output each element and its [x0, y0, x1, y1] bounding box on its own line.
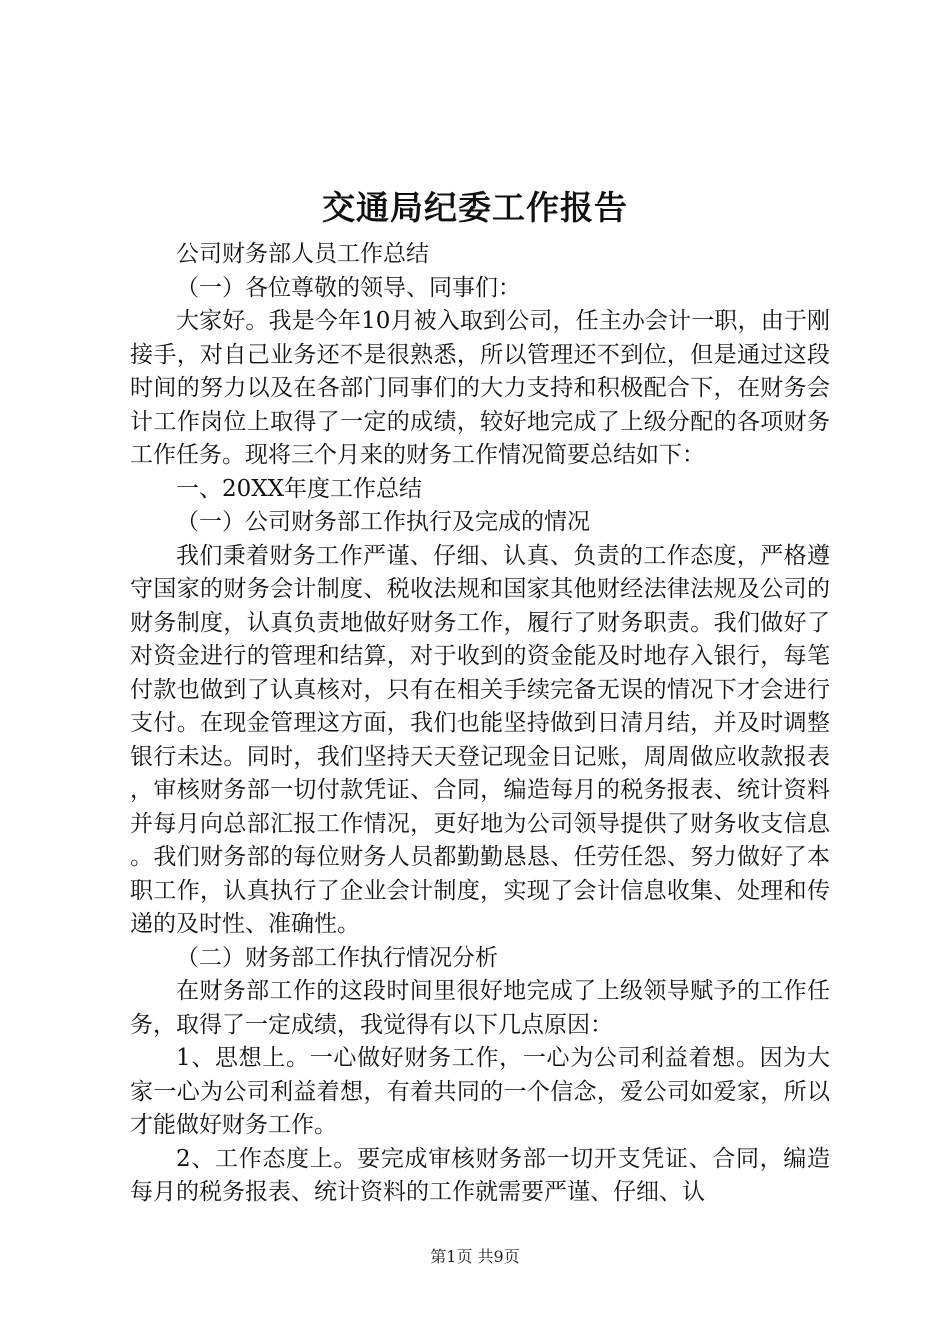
document-title: 交通局纪委工作报告	[322, 188, 628, 227]
paragraph: （一）各位尊敬的领导、同事们：	[176, 274, 521, 301]
page-number: 第1页 共9页	[430, 1247, 520, 1266]
paragraph: 我们秉着财务工作严谨、仔细、认真、负责的工作态度，严格遵守国家的财务会计制度、税收法规和国家其他财经法律法规及公司的财务制度，认真负责地做好财务工作，履行了财务职责。我们做好了对资金进行的管理和结算，对于收到的资金能及时地存入银行，每笔付款也做到了认真核对，只有在相关手续完备无误的情况下才会进行支付。在现金管理这方面，我们也能坚持做到日清月结，并及时调整银行未达。同时，我们坚持天天登记现金日记账，周周做应收款报表，审核财务部一切付款凭证、合同，编造每月的税务报表、统计资料并每月向总部汇报工作情况，更好地为公司领导提供了财务收支信息。我们财务部的每位财务人员都勤勤恳恳、任劳任怨、努力做好了本职工作，认真执行了企业会计制度，实现了会计信息收集、处理和传递的及时性、准确性。	[130, 542, 830, 937]
subsection-heading: （一）公司财务部工作执行及完成的情况	[176, 509, 590, 535]
paragraph: 公司财务部人员工作总结	[176, 241, 429, 267]
section-heading: 一、20XX年度工作总结	[176, 475, 423, 502]
paragraph: 大家好。我是今年10月被入取到公司，任主办会计一职，由于刚接手，对自己业务还不是很熟悉，所以管理还不到位，但是通过这段时间的努力以及在各部门同事们的大力支持和积极配合下，在财务会计工作岗位上取得了一定的成绩，较好地完成了上级分配的各项财务工作任务。现将三个月来的财务工作情况简要总结如下：	[130, 308, 830, 468]
document-body	[130, 238, 830, 1210]
subsection-heading: （二）财务部工作执行情况分析	[176, 944, 498, 971]
paragraph: 1、思想上。一心做好财务工作，一心为公司利益着想。因为大家一心为公司利益着想，有着共同的一个信念，爱公司如爱家，所以才能做好财务工作。	[130, 1045, 830, 1138]
paragraph: 2、工作态度上。要完成审核财务部一切开支凭证、合同，编造每月的税务报表、统计资料的工作就需要严谨、仔细、认	[130, 1145, 830, 1205]
paragraph: 在财务部工作的这段时间里很好地完成了上级领导赋予的工作任务，取得了一定成绩，我觉得有以下几点原因：	[130, 978, 830, 1038]
